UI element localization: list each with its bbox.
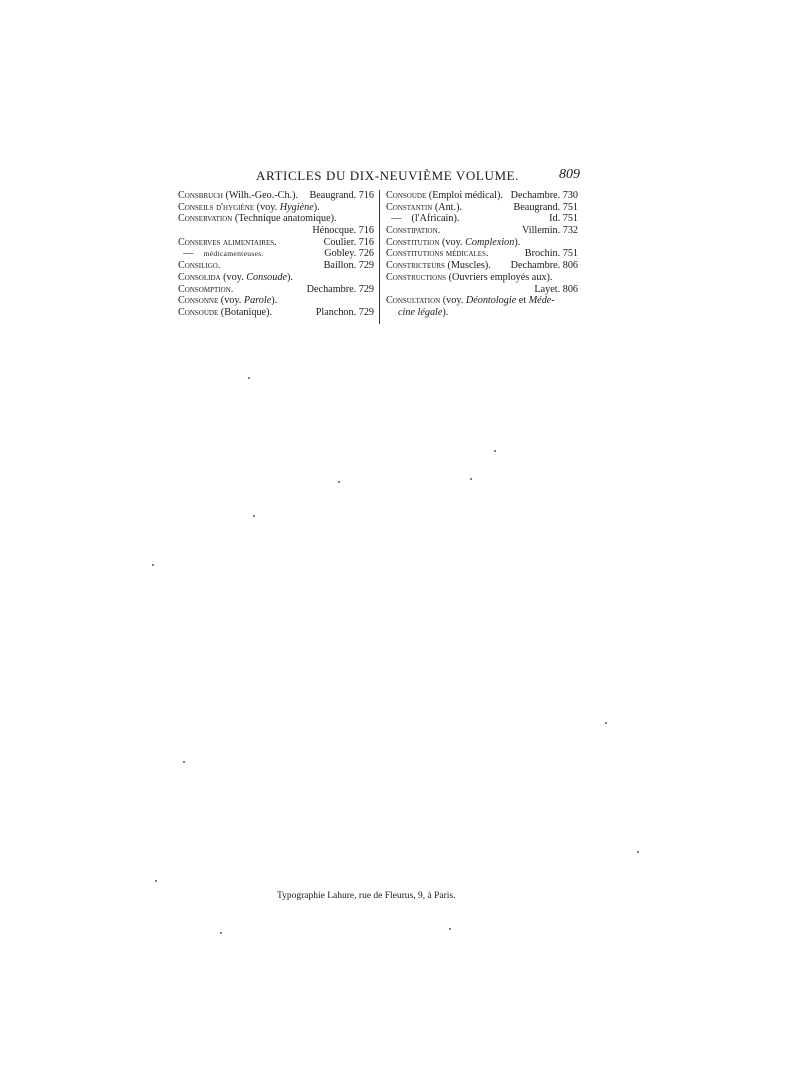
index-entry — [178, 272, 374, 284]
ditto-dash: — — [386, 213, 412, 225]
entry-page: 716 — [356, 225, 374, 237]
entry-author: Villemin. — [522, 225, 561, 237]
entry-qualifier: (Botanique). — [218, 306, 273, 318]
index-entry — [386, 190, 578, 202]
index-entry — [386, 225, 578, 237]
index-entry — [178, 213, 374, 225]
entry-author: Baillon. — [323, 260, 357, 272]
entry-author: Dechambre. — [510, 260, 561, 272]
index-entry — [386, 295, 578, 307]
ditto-dash: — — [178, 248, 204, 260]
entry-author: Beaugrand. — [513, 201, 561, 213]
entry-page: 806 — [560, 283, 578, 295]
entry-heading: Conseils d'hygiène — [178, 201, 255, 213]
entry-author: Dechambre. — [306, 283, 357, 295]
index-entry — [178, 307, 374, 319]
entry-page: 732 — [560, 225, 578, 237]
entry-cross-reference: cine légale — [398, 306, 443, 318]
index-entry — [386, 202, 578, 214]
entry-author-page — [309, 190, 374, 202]
entry-qualifier: (Ouvriers employés aux). — [446, 271, 553, 283]
entry-punctuation: ). — [442, 306, 449, 318]
entry-author-page — [324, 260, 374, 272]
index-column-left — [178, 190, 374, 319]
column-divider — [379, 190, 380, 324]
scan-speck — [449, 928, 451, 930]
entry-heading: médicamenteuses. — [203, 249, 264, 259]
entry-text — [386, 307, 448, 319]
index-entry — [386, 284, 578, 296]
entry-author-page — [312, 225, 374, 237]
entry-author: Id. — [549, 213, 561, 225]
entry-text — [386, 202, 462, 214]
index-entry — [178, 202, 374, 214]
index-entry — [386, 307, 578, 319]
index-entry — [178, 248, 374, 260]
scan-speck — [470, 478, 472, 480]
entry-punctuation: et — [516, 295, 529, 307]
entry-text — [178, 248, 264, 260]
entry-heading: Consonne — [178, 295, 219, 307]
index-entry — [178, 190, 374, 202]
index-entry — [386, 213, 578, 225]
entry-heading: Consbruch — [178, 190, 223, 201]
entry-page: 726 — [356, 248, 374, 260]
entry-author: Dechambre. — [510, 190, 561, 201]
page-header — [176, 168, 584, 186]
entry-cross-reference: Déontologie — [465, 295, 517, 307]
entry-heading: Consultation — [386, 295, 441, 307]
index-entry — [178, 260, 374, 272]
entry-qualifier: (Technique anatomique). — [232, 213, 337, 225]
entry-qualifier: (l'Africain). — [411, 213, 460, 225]
entry-heading: Conservation — [178, 213, 233, 225]
entry-punctuation: ). — [286, 271, 293, 283]
entry-author-page — [549, 213, 578, 225]
scan-speck — [637, 851, 639, 853]
entry-author-page — [534, 284, 578, 296]
entry-text — [178, 295, 277, 307]
entry-text — [386, 225, 440, 237]
index-entry — [386, 272, 578, 284]
scan-speck — [248, 377, 250, 379]
entry-page: 806 — [560, 260, 578, 272]
entry-text — [386, 260, 491, 272]
scan-speck — [494, 450, 496, 452]
entry-punctuation: ). — [514, 236, 521, 248]
scan-speck — [253, 515, 255, 517]
entry-qualifier: (voy. — [440, 295, 466, 307]
index-entry — [178, 237, 374, 249]
entry-author-page — [316, 307, 374, 319]
entry-author: Planchon. — [315, 306, 357, 318]
scan-speck — [605, 722, 607, 724]
entry-author-page — [324, 248, 374, 260]
entry-text — [178, 307, 272, 319]
entry-author: Coulier. — [323, 236, 357, 248]
entry-author-page — [324, 237, 374, 249]
entry-qualifier: (voy. — [254, 201, 280, 213]
entry-text — [178, 190, 298, 202]
index-column-right — [386, 190, 578, 319]
entry-text — [386, 190, 503, 202]
entry-text — [178, 260, 220, 272]
entry-qualifier: (Muscles). — [444, 260, 491, 272]
scan-speck — [183, 761, 185, 763]
entry-qualifier: (Wilh.-Geo.-Ch.). — [222, 190, 299, 201]
entry-author: Hénocque. — [312, 225, 357, 237]
entry-cross-reference: Parole — [243, 295, 272, 307]
entry-cross-reference: Consoude — [246, 271, 287, 283]
entry-author: Gobley. — [324, 248, 357, 260]
entry-page: 751 — [560, 248, 578, 260]
entry-heading: Consiligo. — [178, 260, 221, 272]
entry-author-page — [522, 225, 578, 237]
entry-page: 751 — [560, 201, 578, 213]
entry-author: Beaugrand. — [309, 190, 357, 201]
entry-heading: Conserves alimentaires. — [178, 236, 277, 248]
entry-page: 729 — [356, 306, 374, 318]
entry-heading: Consomption. — [178, 283, 234, 295]
entry-heading: Consoude — [178, 306, 219, 318]
entry-page: 729 — [356, 260, 374, 272]
entry-author-page — [513, 202, 578, 214]
entry-heading: Constricteurs — [386, 260, 445, 272]
entry-author: Brochin. — [524, 248, 561, 260]
entry-qualifier: (voy. — [218, 295, 244, 307]
entry-cross-reference: Complexion — [465, 236, 515, 248]
entry-heading: Consoude — [386, 190, 427, 201]
entry-text — [386, 295, 555, 307]
entry-text — [386, 272, 552, 284]
entry-text — [178, 202, 320, 214]
entry-cross-reference: Méde- — [528, 295, 555, 307]
entry-heading: Constructions — [386, 271, 447, 283]
entry-punctuation: ). — [271, 295, 278, 307]
scan-speck — [155, 880, 157, 882]
entry-text — [178, 213, 337, 225]
scan-speck — [220, 932, 222, 934]
entry-heading: Constitution — [386, 236, 440, 248]
scan-speck — [152, 564, 154, 566]
entry-text — [178, 284, 233, 296]
index-entry — [386, 248, 578, 260]
scan-speck — [338, 481, 340, 483]
page-number: 809 — [559, 167, 580, 182]
printer-imprint: Typographie Lahure, rue de Fleurus, 9, à Paris. — [277, 891, 456, 901]
entry-author-page — [525, 248, 578, 260]
entry-text — [178, 272, 293, 284]
entry-qualifier: (Ant.). — [432, 201, 463, 213]
entry-cross-reference: Hygiène — [279, 201, 314, 213]
index-entry — [178, 225, 374, 237]
entry-author-page — [307, 284, 374, 296]
entry-page: 716 — [356, 236, 374, 248]
entry-text — [386, 248, 489, 260]
entry-qualifier: (voy. — [439, 236, 466, 248]
entry-qualifier: (voy. — [220, 271, 247, 283]
entry-text — [386, 213, 459, 225]
entry-heading: Constipation. — [386, 225, 441, 237]
entry-heading: Constantin — [386, 201, 433, 213]
entry-page: 751 — [560, 213, 578, 225]
entry-heading: Constitutions médicales. — [386, 248, 489, 260]
entry-text — [178, 237, 277, 249]
entry-author: Layet. — [534, 283, 561, 295]
index-entry — [178, 295, 374, 307]
entry-heading: Consolida — [178, 271, 221, 283]
index-entry — [178, 284, 374, 296]
entry-page: 730 — [560, 190, 578, 201]
entry-page: 729 — [356, 283, 374, 295]
index-entry — [386, 260, 578, 272]
entry-qualifier: (Emploi médical). — [426, 190, 503, 201]
entry-text — [386, 237, 520, 249]
entry-author-page — [511, 260, 578, 272]
entry-punctuation: ). — [313, 201, 320, 213]
index-entry — [386, 237, 578, 249]
entry-author-page — [511, 190, 578, 202]
entry-page: 716 — [356, 190, 374, 201]
running-title: ARTICLES DU DIX-NEUVIÈME VOLUME. — [256, 168, 519, 183]
